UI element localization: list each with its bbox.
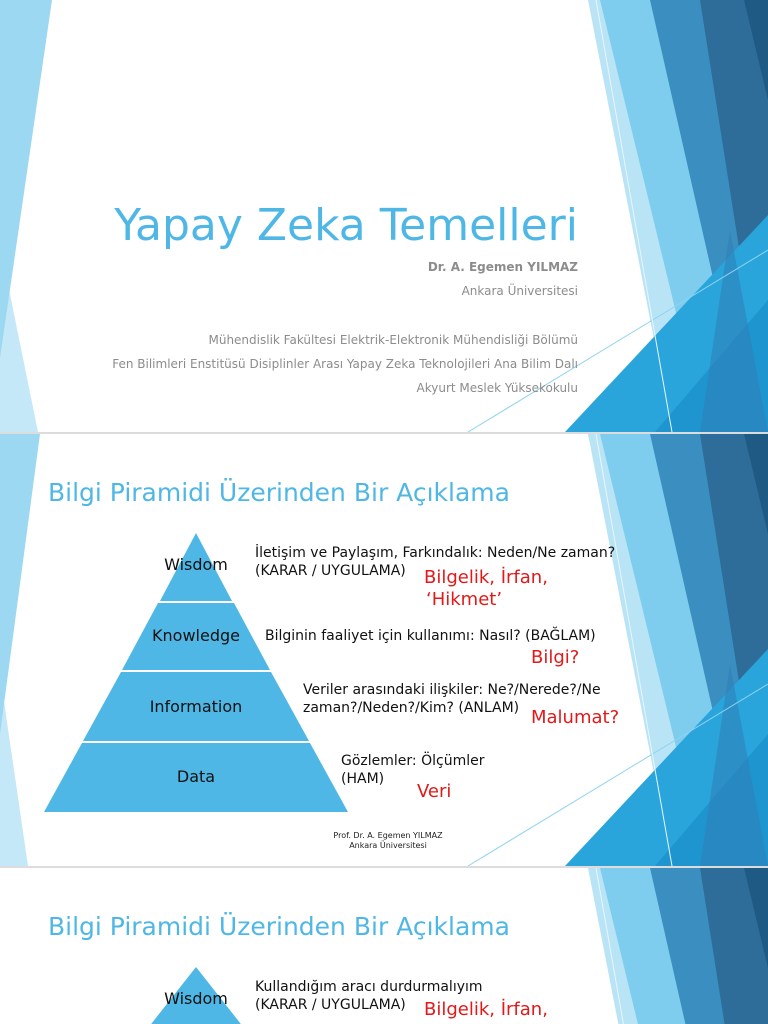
footer-line: Prof. Dr. A. Egemen YILMAZ xyxy=(333,831,443,840)
department-line: Mühendislik Fakültesi Elektrik-Elektronik Mühendisliği Bölümü xyxy=(208,333,578,347)
pyramid-slide-partial xyxy=(0,868,768,1024)
description-line: (HAM) xyxy=(341,771,385,787)
slide-title: Bilgi Piramidi Üzerinden Bir Açıklama xyxy=(48,478,510,507)
pyramid-label-wisdom: Wisdom xyxy=(164,989,228,1008)
department-line: Fen Bilimleri Enstitüsü Disiplinler Arası Yapay Zeka Teknolojileri Ana Bilim Dalı xyxy=(112,357,578,371)
description-line: (KARAR / UYGULAMA) xyxy=(255,997,406,1013)
translation-line: ‘Hikmet’ xyxy=(426,589,503,610)
pyramid-slide xyxy=(0,434,768,866)
translation-knowledge xyxy=(531,647,579,669)
slide-title: Bilgi Piramidi Üzerinden Bir Açıklama xyxy=(48,912,510,941)
translation-line: Malumat? xyxy=(531,707,620,728)
description-line: Kullandığım aracı durdurmalıyım xyxy=(255,979,483,995)
description-line: zaman?/Neden?/Kim? (ANLAM) xyxy=(303,700,520,716)
translation-line: Veri xyxy=(417,781,452,802)
translation-line: Bilgelik, İrfan, xyxy=(424,999,548,1020)
pyramid-label-data: Data xyxy=(176,767,216,786)
translation-wisdom xyxy=(424,999,548,1021)
translation-information xyxy=(531,707,619,729)
pyramid-label-knowledge: Knowledge xyxy=(152,626,240,645)
title-slide xyxy=(0,0,768,432)
slide-footer xyxy=(333,831,442,851)
pyramid-label-information: Information xyxy=(149,697,243,716)
description-data xyxy=(341,752,484,788)
description-line: Veriler arasındaki ilişkiler: Ne?/Nerede?/Ne xyxy=(303,682,601,698)
description-line: (KARAR / UYGULAMA) xyxy=(255,563,406,579)
description-line: Gözlemler: Ölçümler xyxy=(341,753,485,769)
description-knowledge xyxy=(265,627,596,645)
translation-wisdom xyxy=(424,567,548,611)
author-name: Dr. A. Egemen YILMAZ xyxy=(427,260,578,274)
footer-line: Ankara Üniversitesi xyxy=(349,841,427,850)
presentation-title: Yapay Zeka Temelleri xyxy=(114,200,578,251)
translation-line: Bilgelik, İrfan, xyxy=(424,567,548,588)
description-line: Bilginin faaliyet için kullanımı: Nasıl? (BAĞLAM) xyxy=(265,628,596,644)
description-line: İletişim ve Paylaşım, Farkındalık: Neden/Ne zaman? xyxy=(255,545,616,561)
department-line: Akyurt Meslek Yüksekokulu xyxy=(416,381,578,395)
pyramid-label-wisdom: Wisdom xyxy=(164,555,228,574)
university-name: Ankara Üniversitesi xyxy=(461,284,578,298)
knowledge-pyramid xyxy=(0,434,768,866)
translation-line: Bilgi? xyxy=(531,647,580,668)
translation-data xyxy=(417,781,451,803)
